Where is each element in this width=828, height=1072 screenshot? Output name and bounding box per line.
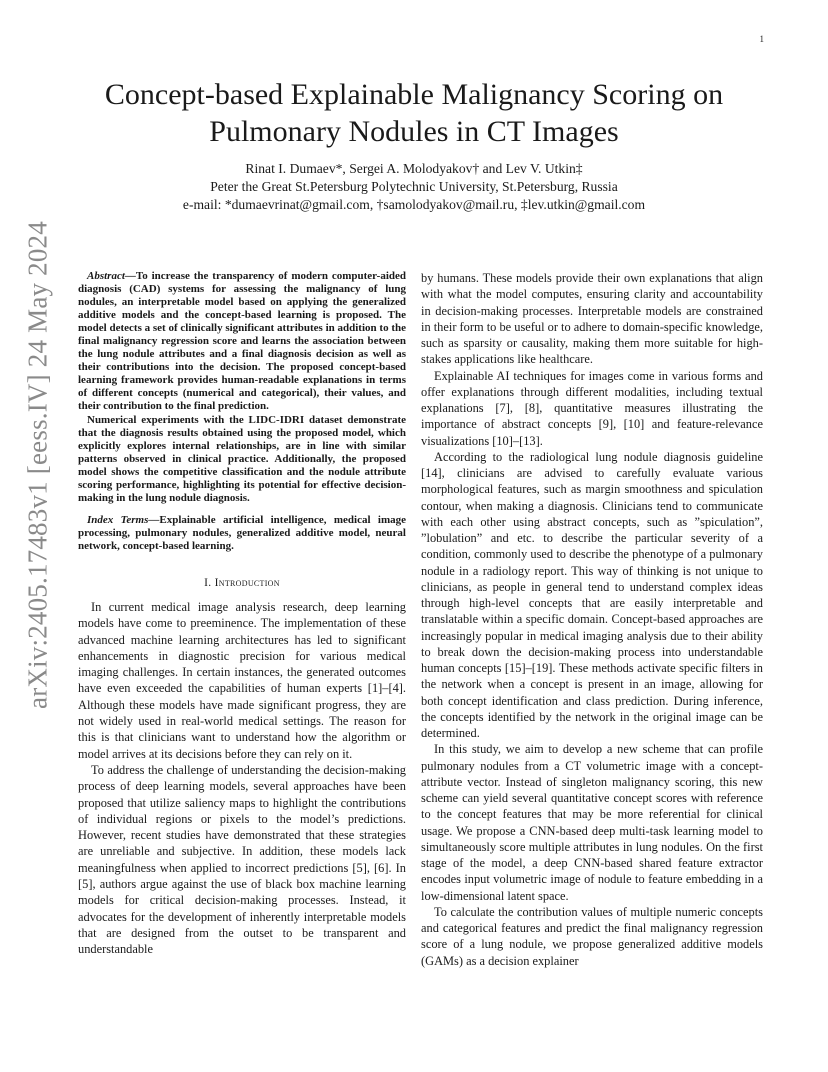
section-heading-introduction: I. Introduction [204, 576, 280, 589]
paper-title-line-1: Concept-based Explainable Malignancy Scoring on [104, 78, 724, 111]
index-terms-text: Explainable artificial intelligence, medical image processing, pulmonary nodules, generalized additive model, neural network, concept-based learning. [78, 513, 407, 552]
paper-title-line-2: Pulmonary Nodules in CT Images [209, 115, 619, 148]
abstract-paragraph-2: Numerical experiments with the LIDC-IDRI dataset demonstrate that the diagnosis results obtained using the proposed model, which explicitly explores internal relationships, are in line with similar patterns observed in clinical practice. Additionally, the proposed model shows the competitive classification and the nodule attribute scoring performance, highlighting its potential for effective decision-making in the lung nodule diagnosis. [78, 413, 406, 504]
arxiv-identifier-text: arXiv:2405.17483v1 [eess.IV] 24 May 2024 [22, 221, 53, 709]
page-number: 1 [759, 34, 764, 44]
abstract-paragraph-1 [78, 270, 406, 414]
intro-paragraph-2: To address the challenge of understanding the decision-making process of deep learning models, several approaches have been proposed that utilize saliency maps to highlight the contributions of individual regions or pixels to the model’s predictions. However, recent studies have demonstrated that these strategies are unreliable and subjective. In addition, these models lack meaningfulness when applied to incorrect predictions [5], [6]. In [5], authors argue against the use of black box machine learning models for critical decision-making processes. Instead, it advocates for the development of inherently interpretable models that are designed from the outset to be transparent and understandable [78, 762, 406, 957]
paper-title [50, 76, 778, 150]
intro-paragraph-4: Explainable AI techniques for images come in various forms and offer explanations through different modalities, including textual explanations [7], [8], quantitative measures illustrating the importance of abstract concepts [9], [10] and feature-relevance visualizations [10]–[13]. [421, 368, 763, 448]
abstract [78, 270, 406, 505]
intro-paragraph-1: In current medical image analysis research, deep learning models have come to preeminence. The implementation of these advanced machine learning architectures has led to significant enhancements in diagnostic precision for various medical imaging challenges. In certain instances, the generated outcomes have even exceeded the capabilities of human experts [1]–[4]. Although these models have made significant progress, they are not widely used in real-world medical settings. The reason for this is that clinicians want to understand how the algorithm or model arrives at its decisions before they can rely on it. [78, 599, 406, 761]
left-column [78, 270, 406, 958]
right-column [421, 270, 763, 969]
abstract-text-1: To increase the transparency of modern computer-aided diagnosis (CAD) systems for assessing the malignancy of lung nodules, an interpretable model based on applying the generalized additive models and the concept-based learning is proposed. The model detects a set of clinically significant attributes in addition to the final malignancy regression score and learns the association between the lung nodule attributes and a final diagnosis decision as well as their contributions into the decision. The proposed concept-based learning framework provides human-readable explanations in terms of different concepts (numerical and categorical), their values, and their contribution to the final prediction. [78, 270, 406, 413]
intro-paragraph-3: by humans. These models provide their own explanations that align with what the model computes, ensuring clarity and accountability in decision-making processes. Interpretable models are constrained in their form to be useful or to adhere to domain-specific knowledge, such as sparsity or causality, making them more suitable for high-stakes applications like healthcare. [421, 271, 764, 367]
intro-paragraph-7: To calculate the contribution values of multiple numeric concepts and categorical features and predict the final malignancy regression score of a lung nodule, we propose generalized additive models (GAMs) as a decision explainer [421, 904, 763, 968]
author-affiliation: Peter the Great St.Petersburg Polytechnic University, St.Petersburg, Russia [210, 179, 618, 194]
abstract-label: Abstract— [87, 270, 136, 282]
intro-paragraph-6: In this study, we aim to develop a new scheme that can profile pulmonary nodules from a CT volumetric image with a concept-attribute vector. Instead of singleton malignancy scoring, this new scheme can yield several quantitative concept scores with reference to the concept features that may be more referential for clinical usage. We propose a CNN-based deep multi-task learning model to simultaneously score multiple attributes in lung nodules. On the first stage of the model, a deep CNN-based shared feature extractor encodes input volumetric image of nodule to feature embedding in a low-dimensional latent space. [421, 742, 763, 903]
intro-paragraph-5: According to the radiological lung nodule diagnosis guideline [14], clinicians are advised to carefully evaluate various morphological features, such as margin smoothness and spiculation contour, when making a diagnosis. Clinicians tend to communicate with each other using abstract concepts, such as ”spiculation”, ”lobulation” and etc. to describe the particular severity of a condition, commonly used to describe the phenotype of a pulmonary nodule in a radiology report. This way of thinking is not unique to clinicians, as people in general tend to understand complex ideas through high-level concepts that are easily interpretable and translatable within a specific domain. Concept-based approaches are increasingly popular in medical imaging analysis due to their ability to break down the decision-making process into understandable human concepts [15]–[19]. These methods activate specific filters in the network when a concept is present in an image, allowing for both concept identification and class prediction. During inference, the concepts identified by the network in the original image can be determined. [421, 449, 763, 740]
author-emails: e-mail: *dumaevrinat@gmail.com, †samolodyakov@mail.ru, ‡lev.utkin@gmail.com [182, 197, 646, 212]
author-list: Rinat I. Dumaev*, Sergei A. Molodyakov† and Lev V. Utkin‡ [245, 161, 583, 176]
index-terms [78, 514, 406, 553]
index-terms-label: Index Terms— [87, 513, 160, 526]
arxiv-identifier-stamp[interactable] [8, 221, 68, 709]
